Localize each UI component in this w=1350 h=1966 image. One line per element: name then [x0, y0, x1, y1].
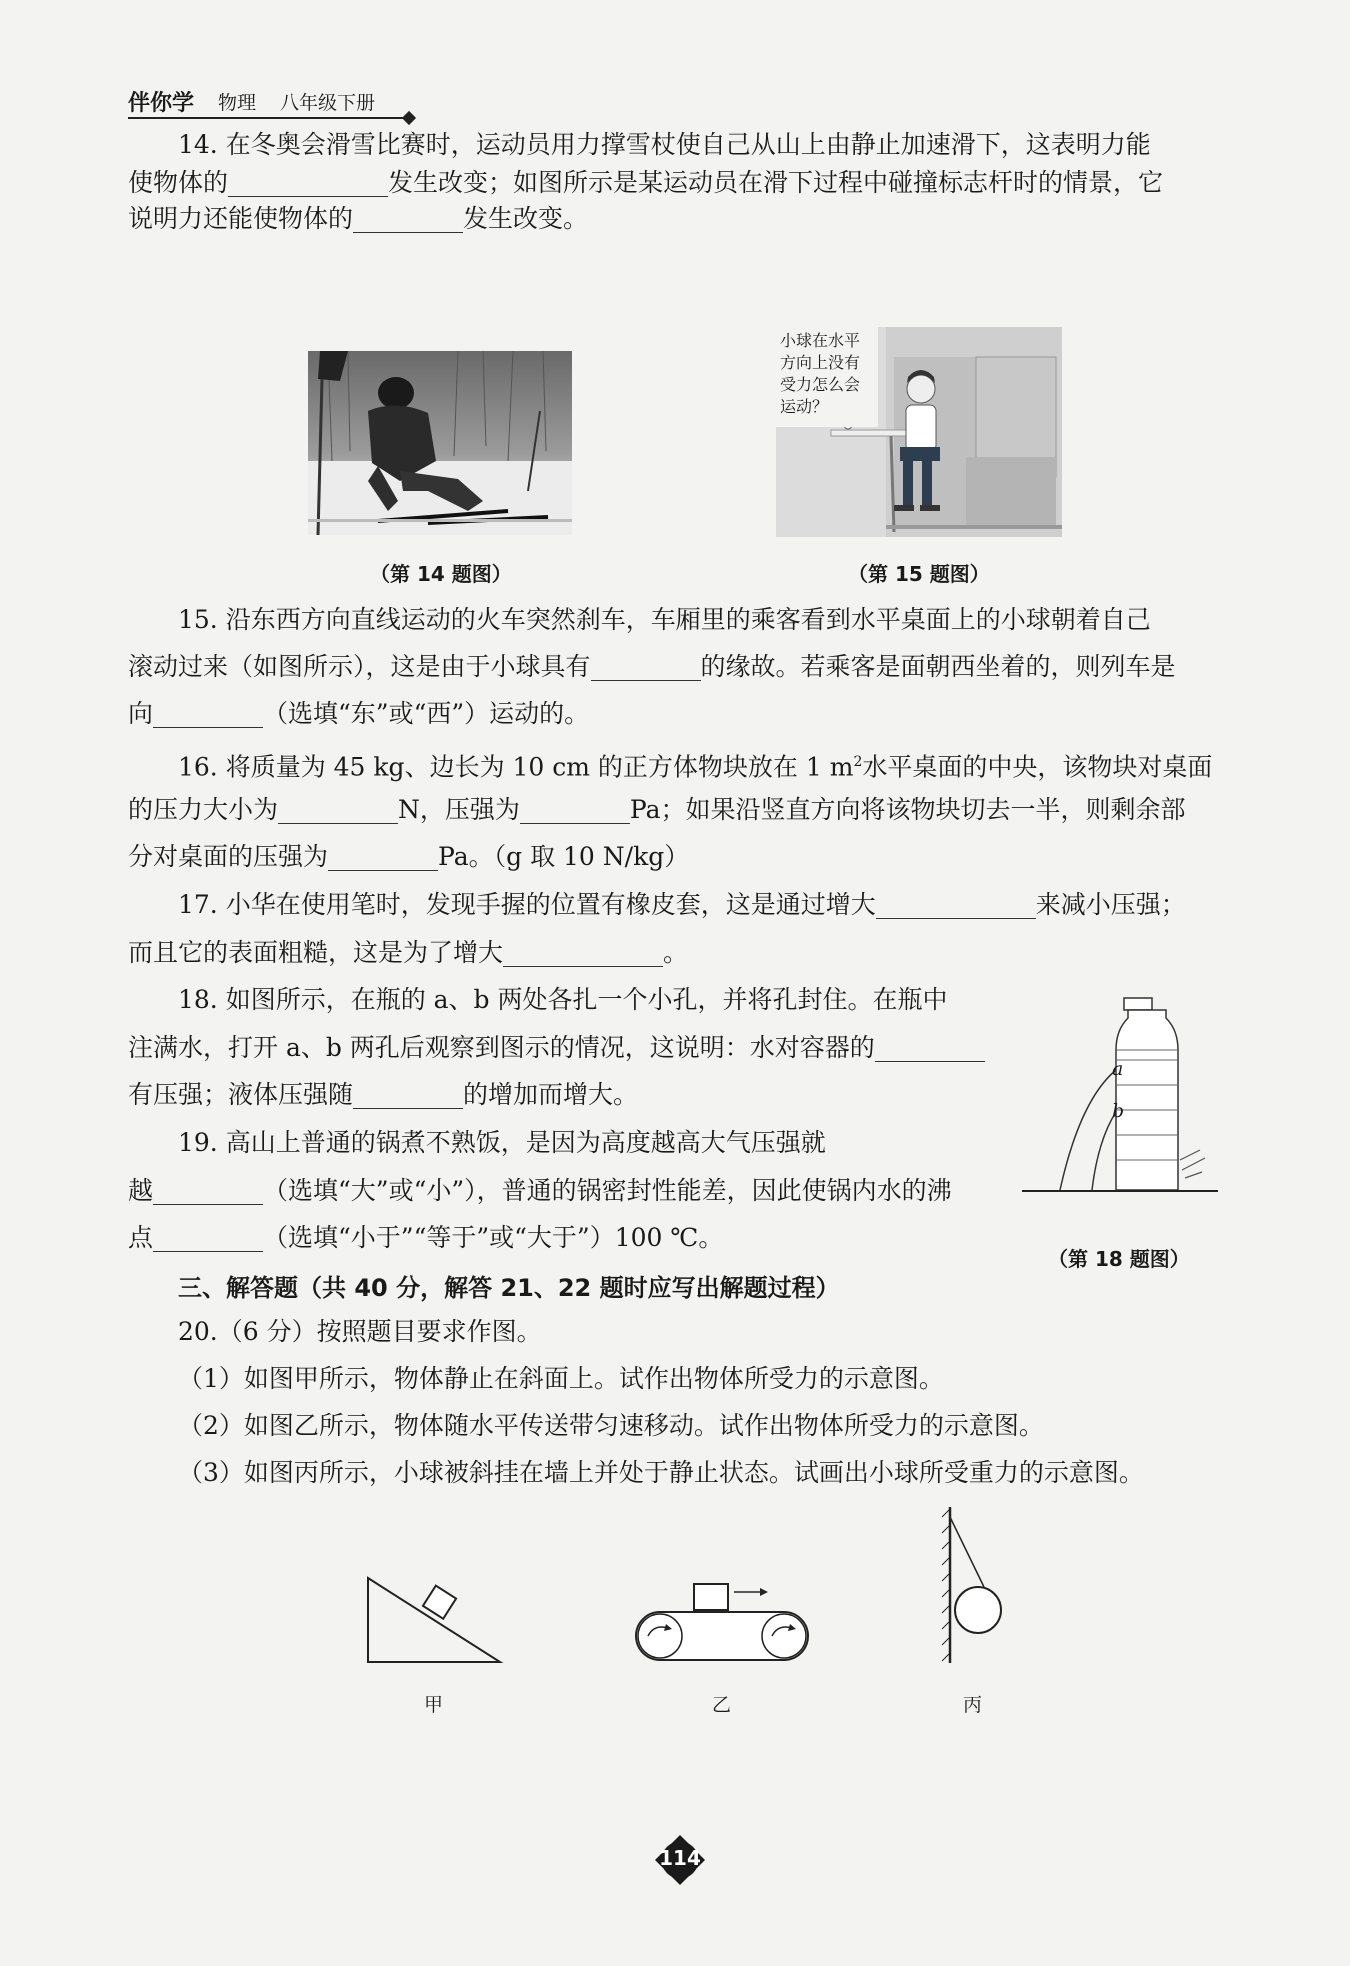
- blank[interactable]: [328, 842, 438, 871]
- grade-label: 八年级下册: [280, 92, 376, 114]
- q14-line1: 14. 在冬奥会滑雪比赛时，运动员用力撑雪杖使自己从山上由静止加速滑下，这表明力能: [178, 130, 1151, 159]
- q18-line1: 18. 如图所示，在瓶的 a、b 两处各扎一个小孔，并将孔封住。在瓶中: [178, 985, 948, 1014]
- blank[interactable]: [353, 1080, 463, 1109]
- header-diamond-icon: [402, 111, 416, 125]
- q19-line3: 点 （选填“小于”“等于”或“大于”）100 ℃。: [128, 1223, 724, 1252]
- label-a: a: [1112, 1058, 1124, 1080]
- blank[interactable]: [875, 1033, 985, 1062]
- fig-yi-label: 乙: [712, 1694, 732, 1716]
- blank[interactable]: [153, 1223, 263, 1252]
- fig15-bubble-line2: 方向上没有: [780, 353, 861, 372]
- q15-line1: 15. 沿东西方向直线运动的火车突然刹车，车厢里的乘客看到水平桌面上的小球朝着自己: [178, 605, 1151, 634]
- label-b: b: [1112, 1100, 1125, 1122]
- fig15-caption: （第 15 题图）: [848, 562, 990, 586]
- q18-line3: 有压强；液体压强随 的增加而增大。: [128, 1080, 639, 1109]
- q16-line3: 分对桌面的压强为 Pa。（g 取 10 N/kg）: [128, 842, 690, 871]
- bottle-figure: [1020, 990, 1220, 1200]
- blank[interactable]: [876, 890, 1036, 919]
- conveyor-figure: [632, 1580, 812, 1670]
- q14-line2: 使物体的 发生改变；如图所示是某运动员在滑下过程中碰撞标志杆时的情景，它: [128, 168, 1164, 197]
- brand-name: 伴你学: [128, 91, 195, 116]
- q20-line1: 20.（6 分）按照题目要求作图。: [178, 1317, 542, 1346]
- q14-line3: 说明力还能使物体的 发生改变。: [128, 204, 589, 233]
- page-number-badge: [655, 1835, 705, 1885]
- q16-line1: 16. 将质量为 45 kg、边长为 10 cm 的正方体物块放在 1 $m^2$水平桌面的中央，该物块对桌面: [178, 752, 1213, 782]
- q20-line2: （1）如图甲所示，物体静止在斜面上。试作出物体所受力的示意图。: [178, 1364, 944, 1393]
- skier-photo: [308, 351, 572, 535]
- q20-line4: （3）如图丙所示，小球被斜挂在墙上并处于静止状态。试画出小球所受重力的示意图。: [178, 1458, 1144, 1487]
- blank[interactable]: [591, 652, 701, 681]
- fig-jia-label: 甲: [424, 1694, 444, 1716]
- q18-line2: 注满水，打开 a、b 两孔后观察到图示的情况，这说明：水对容器的: [128, 1031, 985, 1065]
- q16-line2: 的压力大小为 N，压强为 Pa；如果沿竖直方向将该物块切去一半，则剩余部: [128, 795, 1186, 824]
- q19-line2: 越 （选填“大”或“小”），普通的锅密封性能差，因此使锅内水的沸: [128, 1176, 952, 1205]
- fig14-caption: （第 14 题图）: [370, 562, 512, 586]
- q15-line3: 向 （选填“东”或“西”）运动的。: [128, 699, 590, 728]
- blank[interactable]: [278, 795, 398, 824]
- page-number: 114: [659, 1846, 701, 1870]
- blank[interactable]: [503, 938, 663, 967]
- page-header: [128, 86, 418, 122]
- fig15-bubble-line3: 受力怎么会: [780, 375, 861, 394]
- blank[interactable]: [153, 1176, 263, 1205]
- blank[interactable]: [153, 699, 263, 728]
- q19-line1: 19. 高山上普通的锅煮不熟饭，是因为高度越高大气压强就: [178, 1128, 826, 1157]
- blank[interactable]: [520, 795, 630, 824]
- q20-line3: （2）如图乙所示，物体随水平传送带匀速移动。试作出物体所受力的示意图。: [178, 1411, 1044, 1440]
- fig15-bubble-line4: 运动？: [780, 397, 829, 416]
- header-rule: [128, 117, 408, 119]
- incline-figure: [360, 1570, 510, 1670]
- section3-heading: 三、解答题（共 40 分，解答 21、22 题时应写出解题过程）: [178, 1274, 840, 1302]
- q17-line1: 17. 小华在使用笔时，发现手握的位置有橡皮套，这是通过增大 来减小压强；: [178, 890, 1186, 919]
- fig-bing-label: 丙: [963, 1694, 983, 1716]
- fig15-bubble-line1: 小球在水平: [780, 331, 861, 350]
- q17-line2: 而且它的表面粗糙，这是为了增大 。: [128, 938, 689, 967]
- subject-label: 物理: [218, 92, 257, 114]
- q15-line2: 滚动过来（如图所示），这是由于小球具有 的缘故。若乘客是面朝西坐着的，则列车是: [128, 652, 1176, 681]
- blank[interactable]: [353, 204, 463, 233]
- ball-wall-figure: [940, 1505, 1020, 1670]
- blank[interactable]: [228, 168, 388, 197]
- fig18-caption: （第 18 题图）: [1048, 1247, 1190, 1271]
